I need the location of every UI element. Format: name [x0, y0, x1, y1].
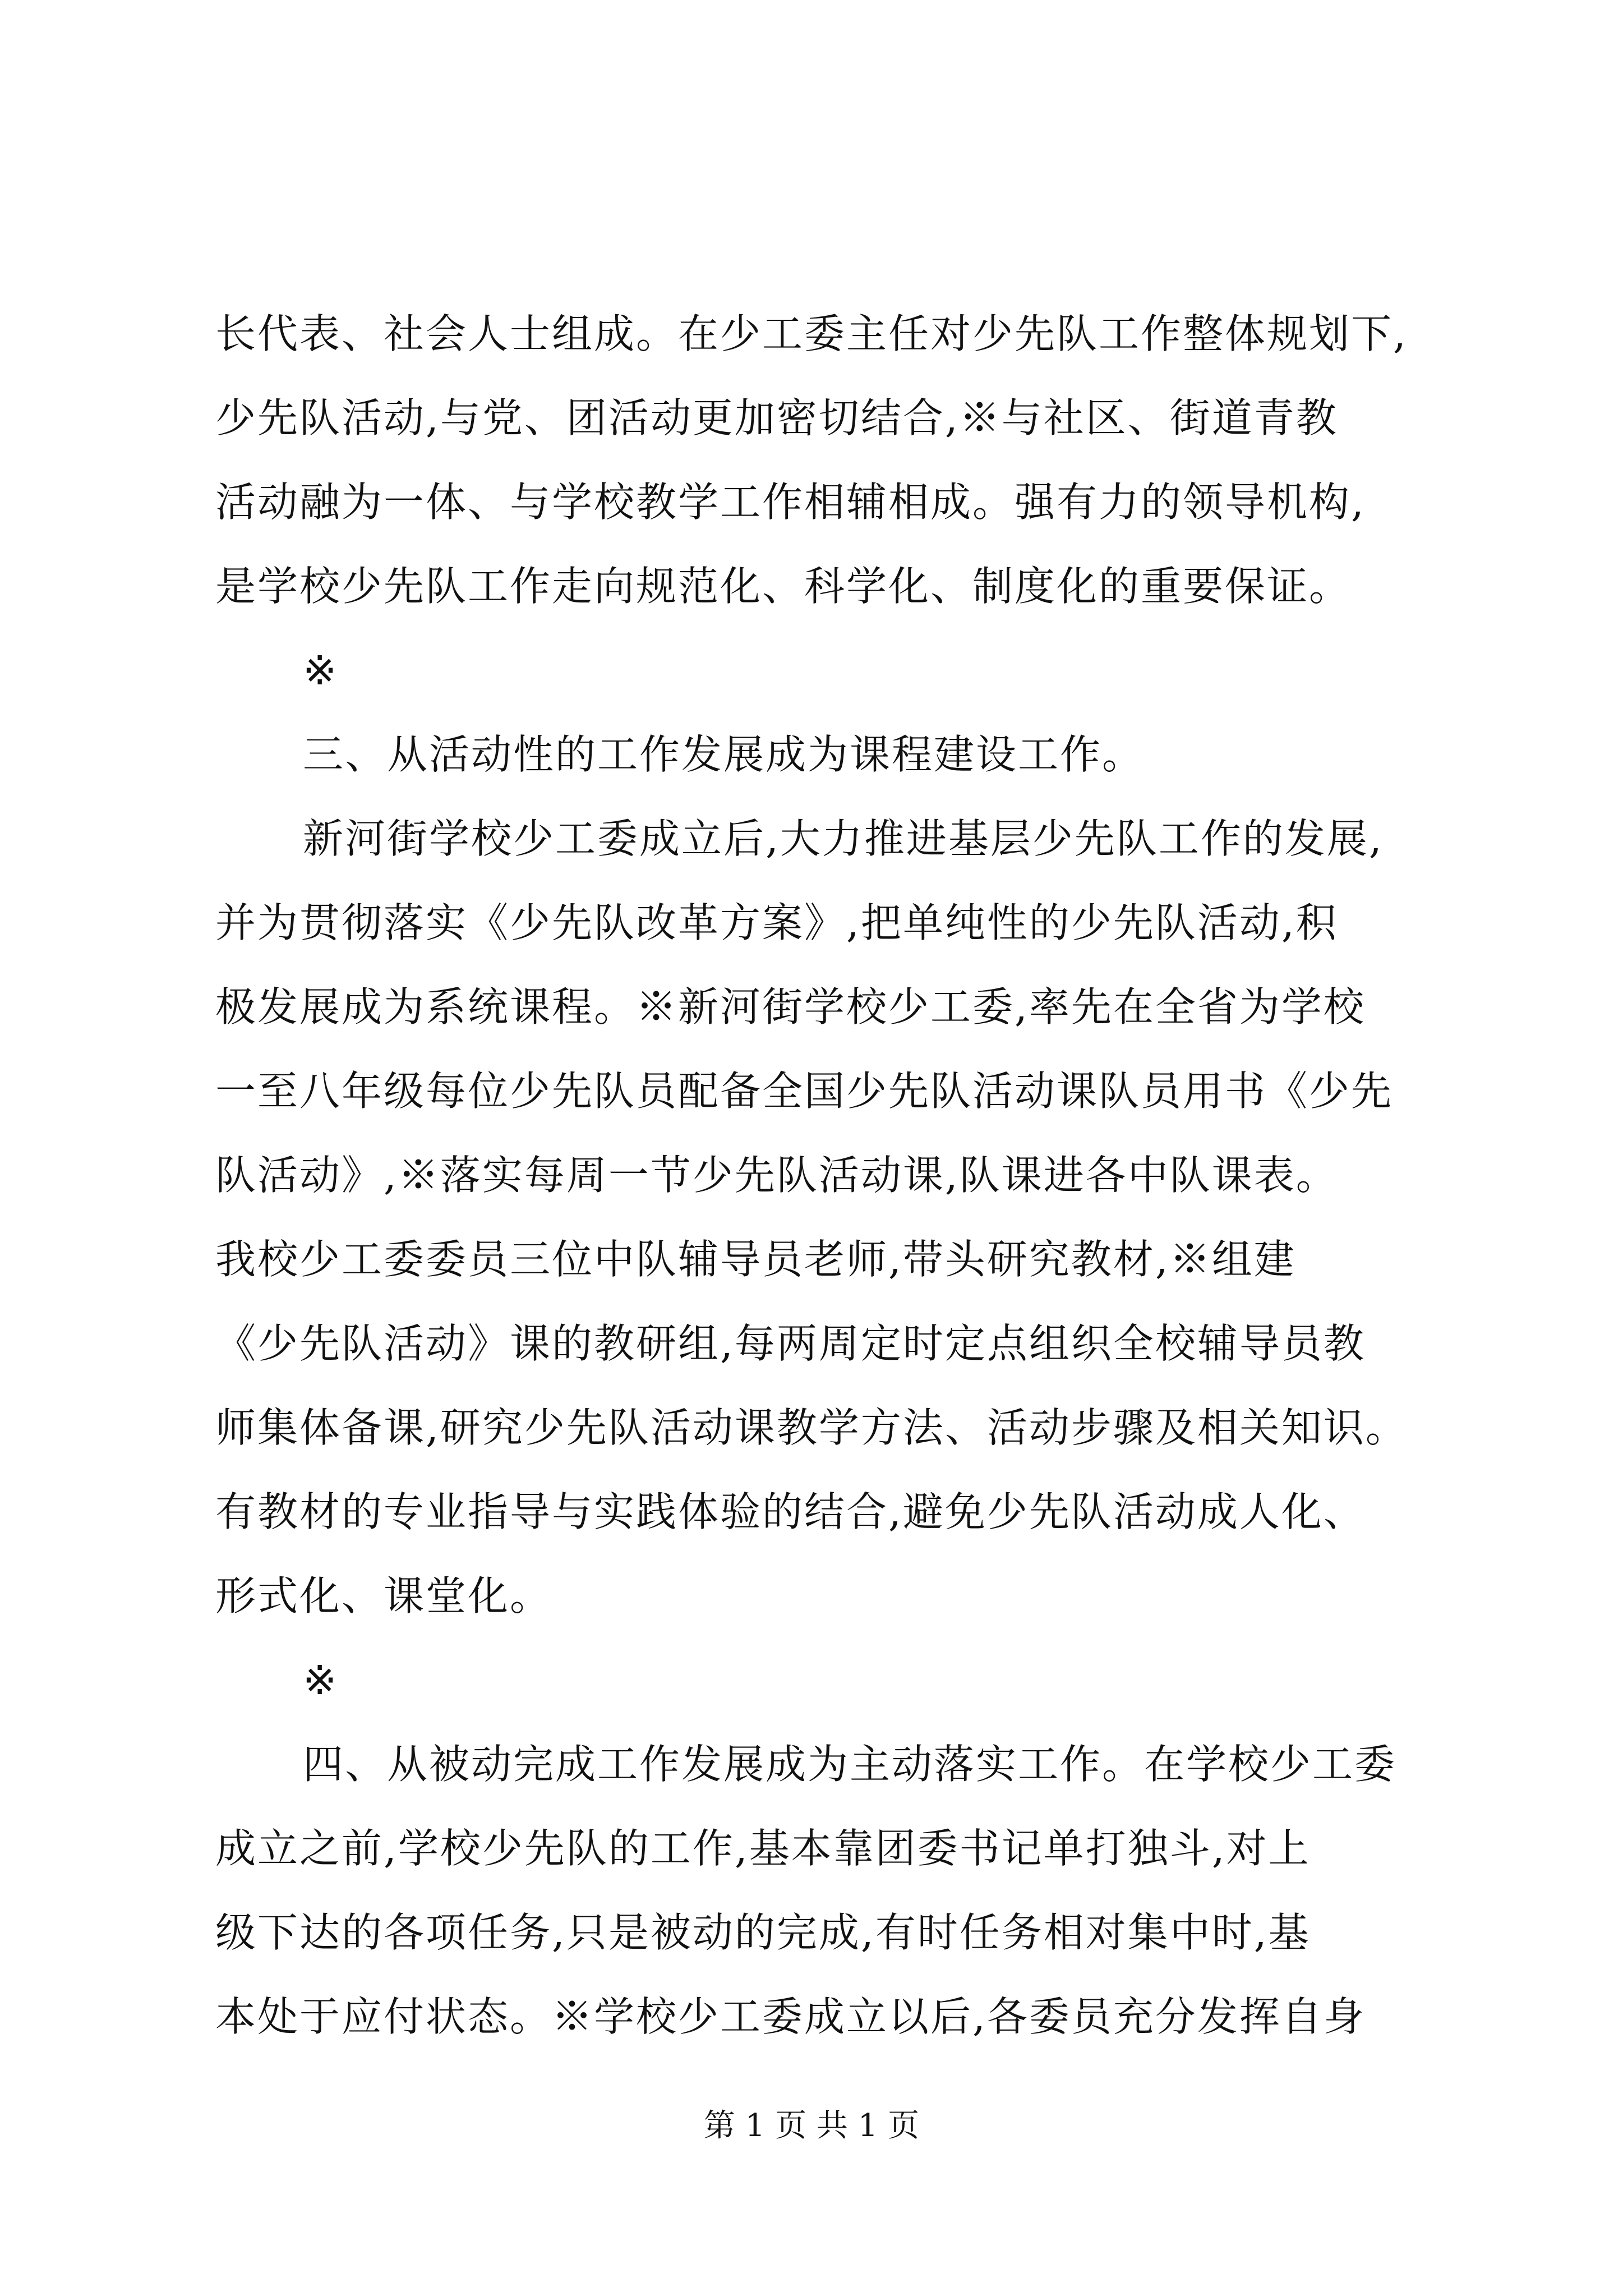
- text-line: 我校少工委委员三位中队辅导员老师,带头研究教材,※组建: [215, 1236, 1296, 1283]
- section-mark: ※: [303, 647, 339, 694]
- section-heading: 三、从活动性的工作发展成为课程建设工作。: [303, 731, 1145, 778]
- text-line: 并为贯彻落实《少先队改革方案》,把单纯性的少先队活动,积: [215, 899, 1338, 946]
- text-line: 是学校少先队工作走向规范化、科学化、制度化的重要保证。: [215, 563, 1352, 610]
- section-heading: 四、从被动完成工作发展成为主动落实工作。在学校少工委: [303, 1741, 1397, 1788]
- text-line: 《少先队活动》课的教研组,每两周定时定点组织全校辅导员教: [215, 1320, 1366, 1367]
- text-line: 活动融为一体、与学校教学工作相辅相成。强有力的领导机构,: [215, 478, 1366, 526]
- text-line: 队活动》,※落实每周一节少先队活动课,队课进各中队课表。: [215, 1152, 1338, 1199]
- text-line: 新河街学校少工委成立后,大力推进基层少先队工作的发展,: [303, 815, 1384, 862]
- text-line: 师集体备课,研究少先队活动课教学方法、活动步骤及相关知识。: [215, 1404, 1408, 1451]
- page-footer: 第 1 页 共 1 页: [703, 2108, 920, 2144]
- text-line: 形式化、课堂化。: [215, 1572, 552, 1619]
- text-line: 级下达的各项任务,只是被动的完成,有时任务相对集中时,基: [215, 1909, 1311, 1956]
- text-line: 长代表、社会人士组成。在少工委主任对少先队工作整体规划下,: [215, 310, 1408, 357]
- text-line: 一至八年级每位少先队员配备全国少先队活动课队员用书《少先: [215, 1068, 1394, 1115]
- text-line: 本处于应付状态。※学校少工委成立以后,各委员充分发挥自身: [215, 1993, 1366, 2040]
- text-line: 少先队活动,与党、团活动更加密切结合,※与社区、街道青教: [215, 394, 1338, 441]
- text-line: 成立之前,学校少先队的工作,基本靠团委书记单打独斗,对上: [215, 1825, 1311, 1872]
- text-line: 极发展成为系统课程。※新河街学校少工委,率先在全省为学校: [215, 983, 1366, 1030]
- section-mark: ※: [303, 1657, 339, 1704]
- text-line: 有教材的专业指导与实践体验的结合,避免少先队活动成人化、: [215, 1488, 1366, 1535]
